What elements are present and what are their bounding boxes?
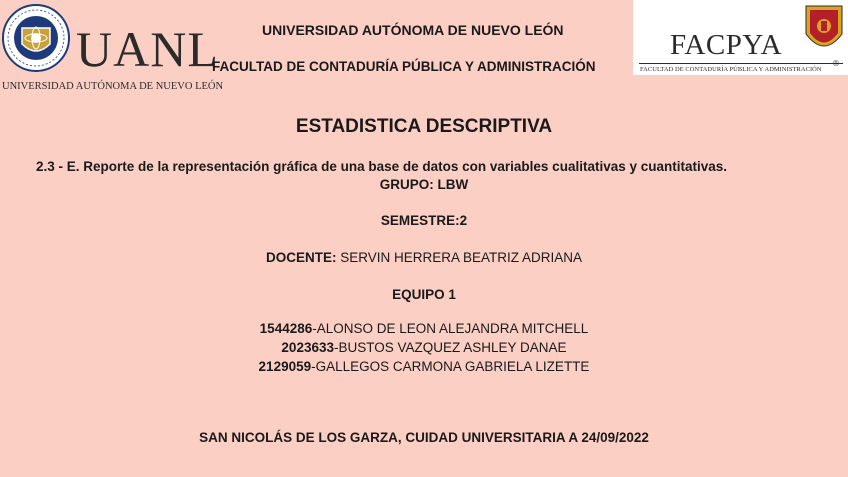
semester-line: SEMESTRE:2 xyxy=(380,213,468,228)
report-title: 2.3 - E. Reporte de la representación gráfica de una base de datos con variables cualitativas y cuantitativas. xyxy=(36,159,728,174)
facpya-logo xyxy=(633,0,848,75)
member-line xyxy=(0,340,848,355)
facpya-subtitle: FACULTAD DE CONTADURÍA PÚBLICA Y ADMINISTRACIÓN xyxy=(640,66,822,73)
course-title: ESTADISTICA DESCRIPTIVA xyxy=(295,116,553,137)
uanl-logo xyxy=(0,0,224,95)
faculty-name: FACULTAD DE CONTADURÍA PÚBLICA Y ADMINISTRACIÓN xyxy=(212,59,596,74)
university-name: UNIVERSIDAD AUTÓNOMA DE NUEVO LEÓN xyxy=(262,22,564,38)
facpya-seal-icon xyxy=(803,2,845,58)
uanl-subtitle: UNIVERSIDAD AUTÓNOMA DE NUEVO LEÓN xyxy=(2,81,224,92)
uanl-wordmark: UANL xyxy=(76,21,219,77)
member-id: 2129059 xyxy=(258,359,312,374)
facpya-wordmark: FACPYA xyxy=(670,29,783,61)
group-line: GRUPO: LBW xyxy=(379,177,469,192)
member-name: -BUSTOS VAZQUEZ ASHLEY DANAE xyxy=(333,340,567,355)
teacher-name: SERVIN HERRERA BEATRIZ ADRIANA xyxy=(336,250,583,265)
member-name: -GALLEGOS CARMONA GABRIELA LIZETTE xyxy=(311,359,590,374)
teacher-label: DOCENTE: xyxy=(265,250,337,265)
member-line xyxy=(0,321,848,336)
member-line xyxy=(0,359,848,374)
divider xyxy=(639,63,843,64)
team-line: EQUIPO 1 xyxy=(392,287,456,302)
member-id: 1544286 xyxy=(259,321,313,336)
footer-location-date: SAN NICOLÁS DE LOS GARZA, CUIDAD UNIVERSITARIA A 24/09/2022 xyxy=(199,430,649,445)
member-name: -ALONSO DE LEON ALEJANDRA MITCHELL xyxy=(312,321,589,336)
teacher-line xyxy=(0,250,848,265)
member-id: 2023633 xyxy=(281,340,334,355)
uanl-seal-icon xyxy=(2,4,70,72)
